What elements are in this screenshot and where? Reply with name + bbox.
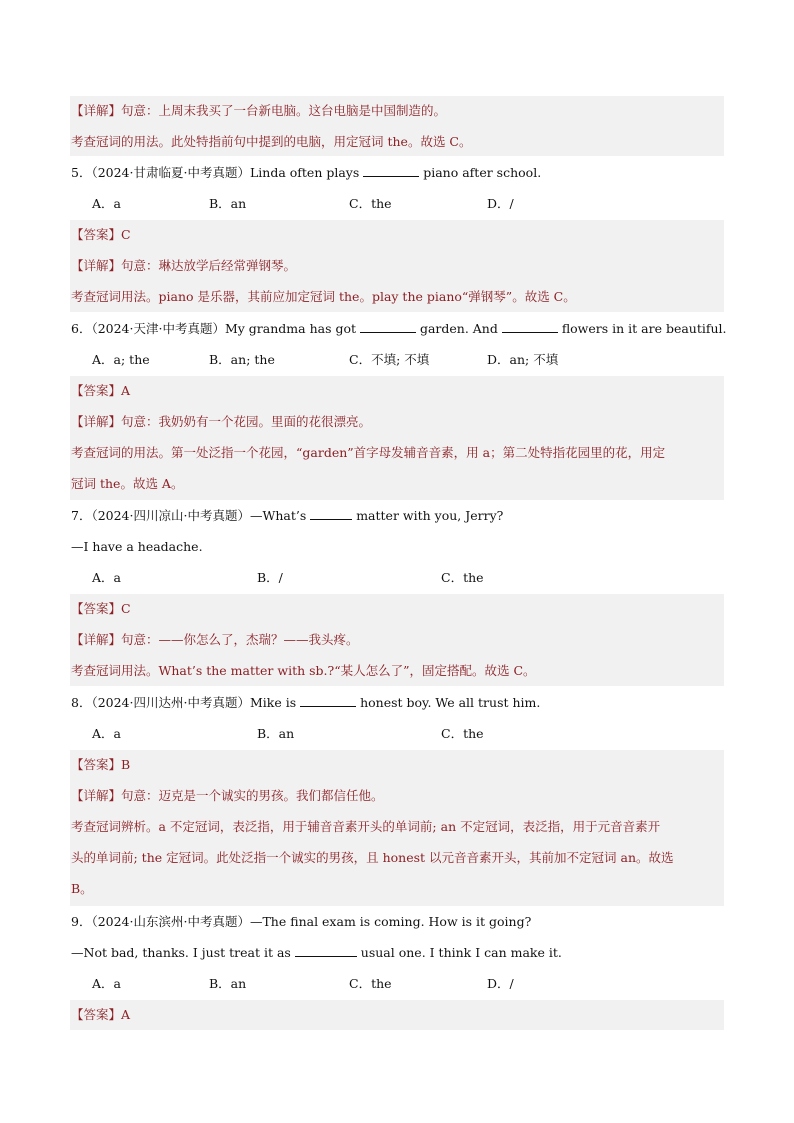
- q8-explanation-line-1: 考查冠词辨析。a 不定冠词，表泛指，用于辅音音素开头的单词前; an 不定冠词，表泛指，用于元音音素开: [71, 819, 661, 834]
- option-d: D．an; 不填: [487, 352, 559, 367]
- option-a: A．a: [92, 196, 121, 211]
- question-text: Mike is: [249, 695, 301, 710]
- q8-detail-line: [71, 786, 723, 806]
- answer-value: C: [121, 601, 131, 616]
- option-a: A．a: [92, 570, 121, 585]
- q7-detail-line: [71, 630, 723, 650]
- answer-tag: 【答案】: [71, 601, 122, 616]
- option-c: C．不填; 不填: [349, 352, 430, 367]
- option-a: A．a; the: [92, 352, 150, 367]
- question-text: My grandma has got: [224, 321, 360, 336]
- answer-blank: [295, 944, 357, 957]
- q5-explanation: 考查冠词用法。piano 是乐器，其前应加定冠词 the。play the piano“弹钢琴”。故选 C。: [71, 289, 576, 304]
- detail-text: 句意：琳达放学后经常弹钢琴。: [121, 258, 297, 273]
- q8-answer-line: [71, 755, 723, 775]
- detail-tag: 【详解】: [71, 258, 122, 273]
- question-5: [71, 163, 723, 183]
- question-6: [71, 319, 727, 339]
- answer-value: B: [121, 757, 131, 772]
- detail-text: 句意：上周末我买了一台新电脑。这台电脑是中国制造的。: [121, 103, 447, 118]
- detail-text: 句意：迈克是一个诚实的男孩。我们都信任他。: [121, 788, 384, 803]
- detail-text: 句意：——你怎么了，杰瑞？——我头疼。: [121, 632, 359, 647]
- answer-tag: 【答案】: [71, 757, 122, 772]
- option-c: C．the: [349, 196, 392, 211]
- question-9: [71, 912, 723, 932]
- question-source: （2024·甘肃临夏·中考真题）: [91, 165, 250, 180]
- answer-tag: 【答案】: [71, 383, 122, 398]
- question-text: Linda often plays: [249, 165, 364, 180]
- question-text: honest boy. We all trust him.: [356, 695, 541, 710]
- option-a: A．a: [92, 726, 121, 741]
- q8-explanation-line-3: B。: [71, 881, 93, 896]
- question-text: flowers in it are beautiful.: [557, 321, 727, 336]
- answer-tag: 【答案】: [71, 1007, 122, 1022]
- answer-blank: [363, 164, 419, 177]
- q6-explanation-line-1: 考查冠词的用法。第一处泛指一个花园，“garden”首字母发辅音音素，用 a；第二处特指花园里的花，用定: [71, 445, 666, 460]
- question-text: —The final exam is coming. How is it going?: [249, 914, 532, 929]
- answer-value: C: [121, 227, 131, 242]
- answer-blank: [502, 320, 558, 333]
- option-c: C．the: [441, 570, 484, 585]
- detail-tag: 【详解】: [71, 788, 122, 803]
- option-a: A．a: [92, 976, 121, 991]
- question-text: matter with you, Jerry?: [352, 508, 504, 523]
- question-source: （2024·天津·中考真题）: [91, 321, 225, 336]
- option-d: D．/: [487, 976, 514, 991]
- question-text: garden. And: [415, 321, 502, 336]
- option-b: B．an: [257, 726, 295, 741]
- option-b: B．/: [257, 570, 283, 585]
- q7-answer-line: [71, 599, 723, 619]
- answer-blank: [300, 694, 356, 707]
- question-text: —What’s: [249, 508, 311, 523]
- q9-answer-line: [71, 1005, 723, 1025]
- q7-explanation: 考查冠词用法。What’s the matter with sb.?“某人怎么了”，固定搭配。故选 C。: [71, 663, 536, 678]
- question-7: [71, 506, 723, 526]
- q4-detail-line: [71, 101, 723, 121]
- question-text: usual one. I think I can make it.: [356, 945, 562, 960]
- q6-detail-line: [71, 412, 723, 432]
- question-number: 9．: [71, 914, 92, 929]
- answer-value: A: [121, 1007, 131, 1022]
- q6-answer-line: [71, 381, 723, 401]
- question-7-line-2: —I have a headache.: [71, 539, 203, 554]
- answer-value: A: [121, 383, 131, 398]
- question-text: —Not bad, thanks. I just treat it as: [71, 945, 295, 960]
- question-text: piano after school.: [419, 165, 542, 180]
- q4-explanation: 考查冠词的用法。此处特指前句中提到的电脑，用定冠词 the。故选 C。: [71, 134, 472, 149]
- question-source: （2024·四川凉山·中考真题）: [91, 508, 250, 523]
- option-c: C．the: [441, 726, 484, 741]
- option-c: C．the: [349, 976, 392, 991]
- question-source: （2024·四川达州·中考真题）: [91, 695, 250, 710]
- detail-tag: 【详解】: [71, 632, 122, 647]
- question-source: （2024·山东滨州·中考真题）: [91, 914, 250, 929]
- question-9-line-2: [71, 943, 723, 963]
- answer-blank: [360, 320, 416, 333]
- q5-detail-line: [71, 256, 723, 276]
- option-b: B．an; the: [209, 352, 275, 367]
- q5-answer-line: [71, 225, 723, 245]
- option-b: B．an: [209, 976, 247, 991]
- question-number: 5．: [71, 165, 92, 180]
- detail-text: 句意：我奶奶有一个花园。里面的花很漂亮。: [121, 414, 372, 429]
- detail-tag: 【详解】: [71, 414, 122, 429]
- q6-explanation-line-2: 冠词 the。故选 A。: [71, 476, 184, 491]
- answer-blank: [310, 507, 352, 520]
- option-d: D．/: [487, 196, 514, 211]
- question-number: 7．: [71, 508, 92, 523]
- question-number: 8．: [71, 695, 92, 710]
- q8-explanation-line-2: 头的单词前; the 定冠词。此处泛指一个诚实的男孩，且 honest 以元音音素开头，其前加不定冠词 an。故选: [71, 850, 674, 865]
- answer-tag: 【答案】: [71, 227, 122, 242]
- option-b: B．an: [209, 196, 247, 211]
- detail-tag: 【详解】: [71, 103, 122, 118]
- question-8: [71, 693, 723, 713]
- question-number: 6．: [71, 321, 92, 336]
